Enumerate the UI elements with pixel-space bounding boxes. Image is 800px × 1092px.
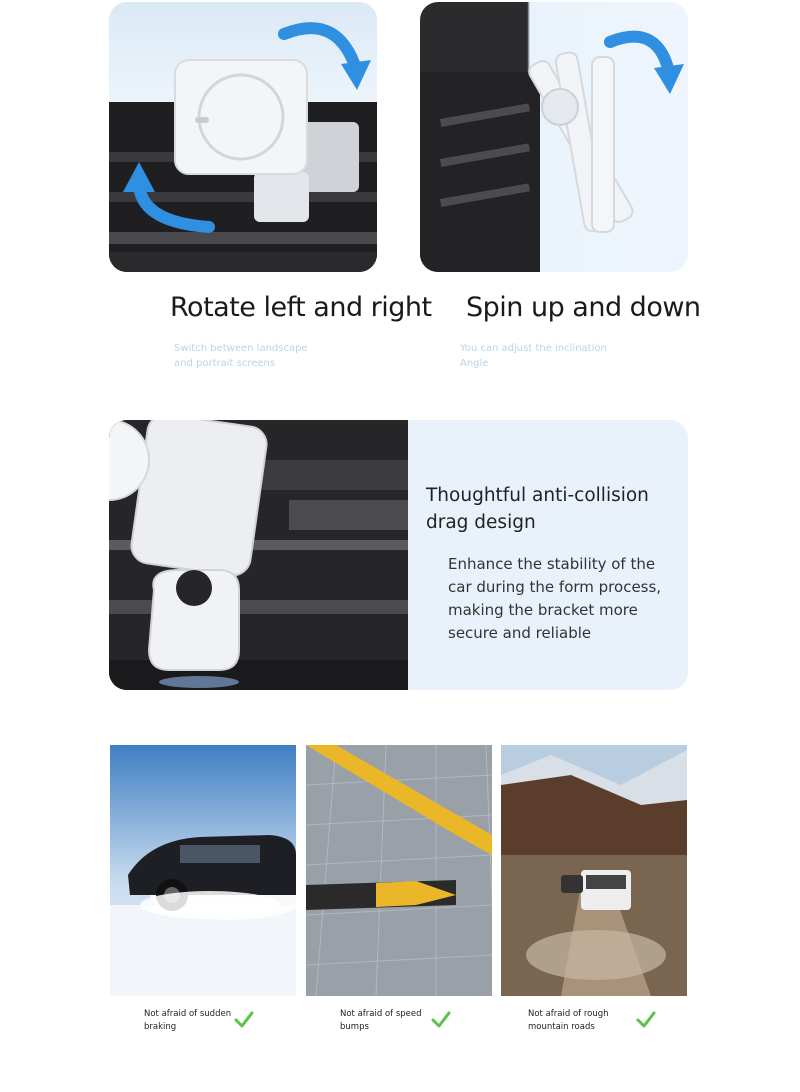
rotate-feature-title: Rotate left and right: [170, 292, 432, 323]
anti-collision-illustration: [109, 420, 408, 690]
rotate-feature-subtitle: Switch between landscape and portrait screens: [174, 343, 308, 369]
speed-bump-illustration: [306, 745, 492, 996]
scenario-caption-speed-bumps: Not afraid of speed bumps: [340, 1009, 422, 1032]
anti-collision-image: [109, 420, 408, 690]
scenario-speed-bump-image: [306, 745, 492, 996]
anti-collision-panel: [109, 420, 688, 690]
spin-illustration: [420, 2, 688, 272]
check-icon: [234, 1011, 254, 1029]
scenario-caption-mountain-roads: Not afraid of rough mountain roads: [528, 1009, 609, 1032]
spin-feature-image: [420, 2, 688, 272]
check-icon: [636, 1011, 656, 1029]
scenario-caption-braking: Not afraid of sudden braking: [144, 1009, 232, 1032]
rotate-illustration: [109, 2, 377, 272]
scenario-sudden-braking-image: [110, 745, 296, 996]
scenario-mountain-road-image: [501, 745, 687, 996]
anti-collision-description: Enhance the stability of the car during the form process, making the bracket more secure and reliable: [448, 555, 662, 642]
spin-feature-title: Spin up and down: [466, 292, 701, 323]
mountain-road-illustration: [501, 745, 687, 996]
rotate-feature-image: [109, 2, 377, 272]
spin-feature-subtitle: You can adjust the inclination Angle: [460, 343, 607, 369]
check-icon: [431, 1011, 451, 1029]
snow-car-illustration: [110, 745, 296, 996]
anti-collision-title: Thoughtful anti-collision drag design: [426, 485, 649, 533]
